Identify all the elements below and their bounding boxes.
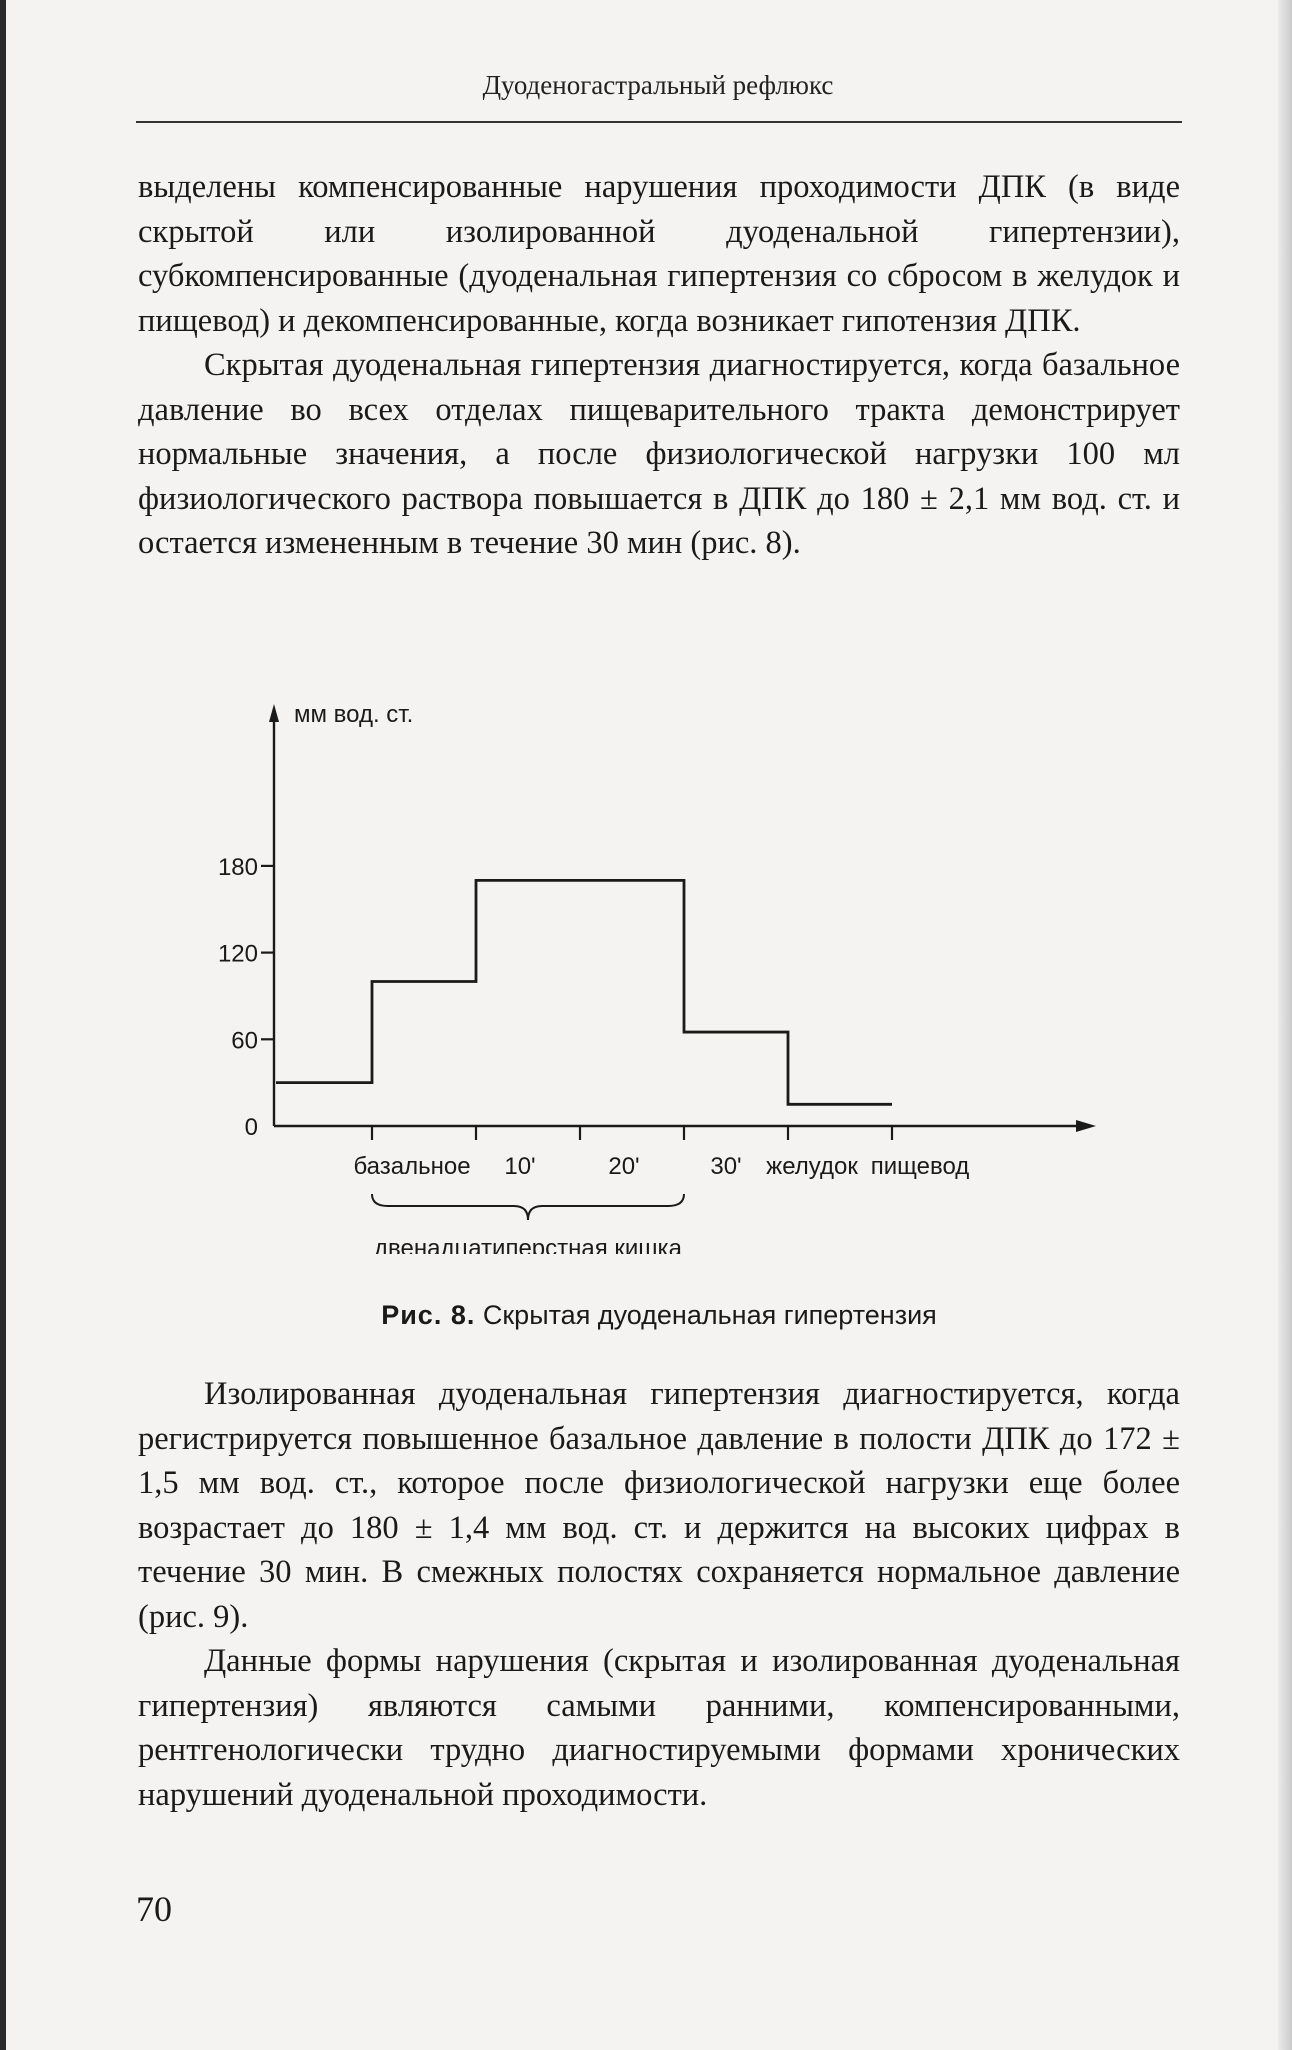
paragraph: Скрытая дуоденальная гипертензия диагностируется, когда базальное давление во всех отделах пищеварительного тракта демонстрирует нормальные значения, а после физиологической нагрузки 100 мл физиологического раствора повышается в ДПК до 180 ± 2,1 мм вод. ст. и остается измененным в течение 30 мин (рис. 8).	[138, 347, 1180, 561]
x-axis-arrow	[1076, 1120, 1096, 1132]
x-tick-label: 20'	[608, 1153, 640, 1180]
y-tick-label: 180	[217, 853, 258, 881]
text-block-top	[138, 165, 1180, 566]
page-right-edge	[1278, 0, 1292, 2050]
text-block-bottom	[138, 1372, 1180, 1817]
y-axis-label: мм вод. ст.	[294, 701, 414, 728]
x-tick-label: 30'	[710, 1153, 742, 1180]
x-tick-label: 10'	[504, 1153, 536, 1180]
page-binding-edge	[0, 0, 6, 2050]
header-rule	[136, 121, 1182, 123]
y-tick-label: 0	[244, 1114, 258, 1141]
paragraph: выделены компенсированные нарушения проходимости ДПК (в виде скрытой или изолированной дуоденальной гипертензии), субкомпенсированные (дуоденальная гипертензия со сбросом в желудок и пищевод) и декомпенсированные, когда возникает гипотензия ДПК.	[138, 169, 1180, 339]
step-chart	[180, 694, 1130, 1254]
brace-label: двенадцатиперстная кишка	[374, 1235, 682, 1254]
duodenum-brace	[372, 1194, 684, 1220]
y-tick-label: 120	[217, 940, 258, 968]
caption-text: Скрытая дуоденальная гипертензия	[482, 1300, 937, 1330]
x-tick-label: пищевод	[870, 1153, 970, 1180]
x-tick-label: желудок	[766, 1153, 858, 1180]
caption-number: Рис. 8.	[381, 1300, 476, 1330]
y-tick-label: 60	[231, 1027, 258, 1055]
y-axis-arrow	[269, 704, 279, 722]
figure-8-chart	[180, 694, 1130, 1254]
page-number: 70	[136, 1889, 172, 1929]
series-line	[276, 880, 892, 1104]
paragraph: Изолированная дуоденальная гипертензия диагностируется, когда регистрируется повышенное базальное давление в полости ДПК до 172 ± 1,5 мм вод. ст., которое после физиологической нагрузки еще более возрастает до 180 ± 1,4 мм вод. ст. и держится на высоких цифрах в течение 30 мин. В смежных полостях сохраняется нормальное давление (рис. 9).	[138, 1376, 1180, 1635]
paragraph: Данные формы нарушения (скрытая и изолированная дуоденальная гипертензия) являются самыми ранними, компенсированными, рентгенологически трудно диагностируемыми формами хронических нарушений дуоденальной проходимости.	[138, 1643, 1180, 1813]
figure-caption	[138, 1300, 1180, 1331]
running-head: Дуоденогастральный рефлюкс	[482, 70, 834, 100]
x-tick-label: базальное	[353, 1153, 471, 1180]
